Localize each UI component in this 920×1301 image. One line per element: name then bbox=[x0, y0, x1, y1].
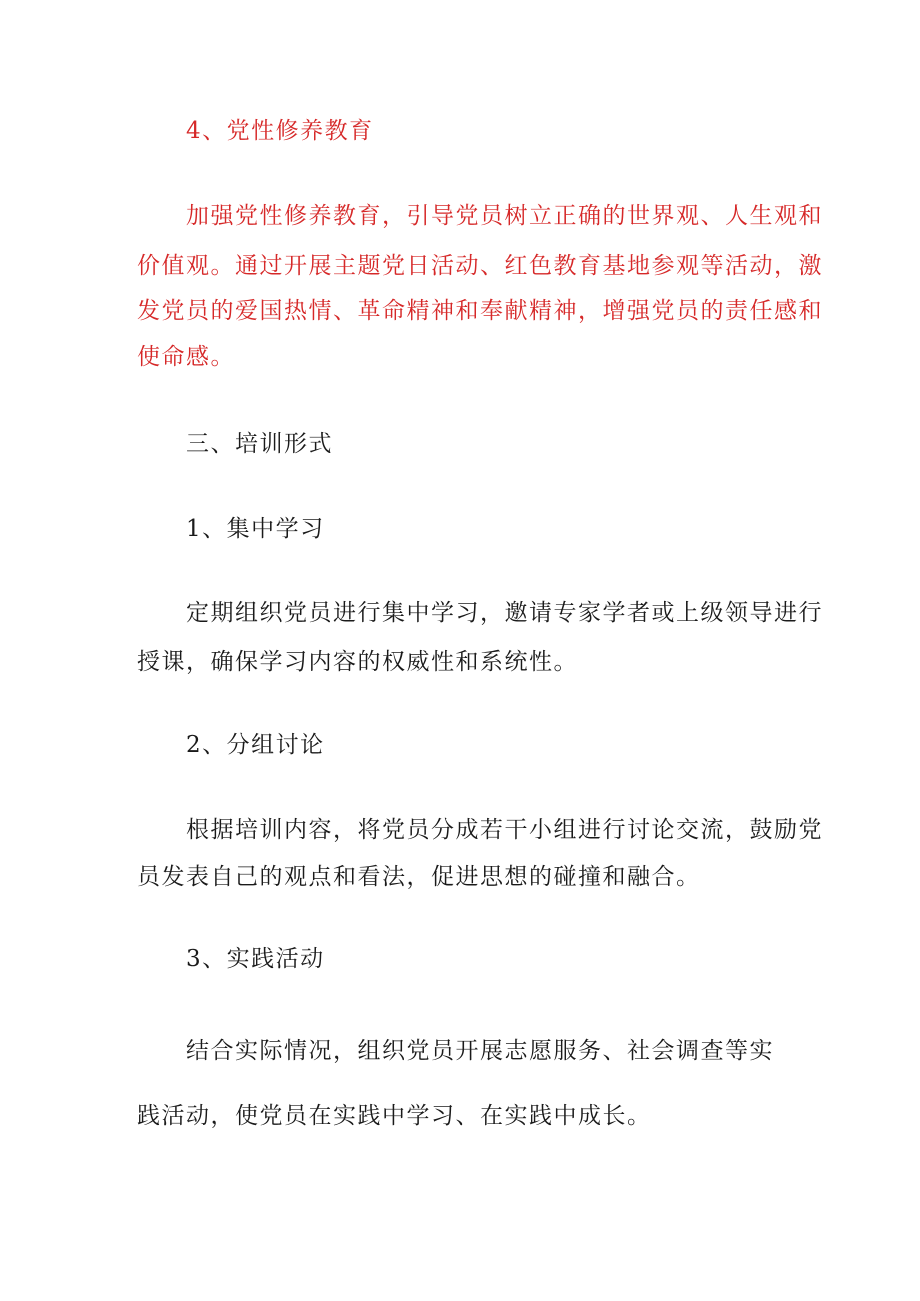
item1-paragraph-line-2: 授课，确保学习内容的权威性和系统性。 bbox=[137, 649, 578, 675]
item2-paragraph-line-1: 根据培训内容，将党员分成若干小组进行讨论交流，鼓励党 bbox=[186, 817, 823, 843]
part3-heading: 三、培训形式 bbox=[186, 431, 333, 457]
section4-paragraph-line-3: 发党员的爱国热情、革命精神和奉献精神，增强党员的责任感和 bbox=[137, 298, 823, 324]
item1-heading: 1、集中学习 bbox=[186, 516, 325, 542]
item1-paragraph-line-1: 定期组织党员进行集中学习，邀请专家学者或上级领导进行 bbox=[186, 600, 823, 626]
item3-paragraph-line-2: 践活动，使党员在实践中学习、在实践中成长。 bbox=[137, 1103, 652, 1129]
section4-paragraph-line-4: 使命感。 bbox=[137, 344, 235, 370]
section4-heading: 4、党性修养教育 bbox=[186, 118, 374, 144]
section4-paragraph-line-1: 加强党性修养教育，引导党员树立正确的世界观、人生观和 bbox=[186, 203, 823, 229]
section4-paragraph-line-2: 价值观。通过开展主题党日活动、红色教育基地参观等活动，激 bbox=[137, 253, 823, 279]
item3-paragraph-line-1: 结合实际情况，组织党员开展志愿服务、社会调查等实 bbox=[186, 1038, 774, 1064]
item3-heading: 3、实践活动 bbox=[186, 946, 325, 972]
item2-paragraph-line-2: 员发表自己的观点和看法，促进思想的碰撞和融合。 bbox=[137, 864, 701, 890]
item2-heading: 2、分组讨论 bbox=[186, 732, 325, 758]
